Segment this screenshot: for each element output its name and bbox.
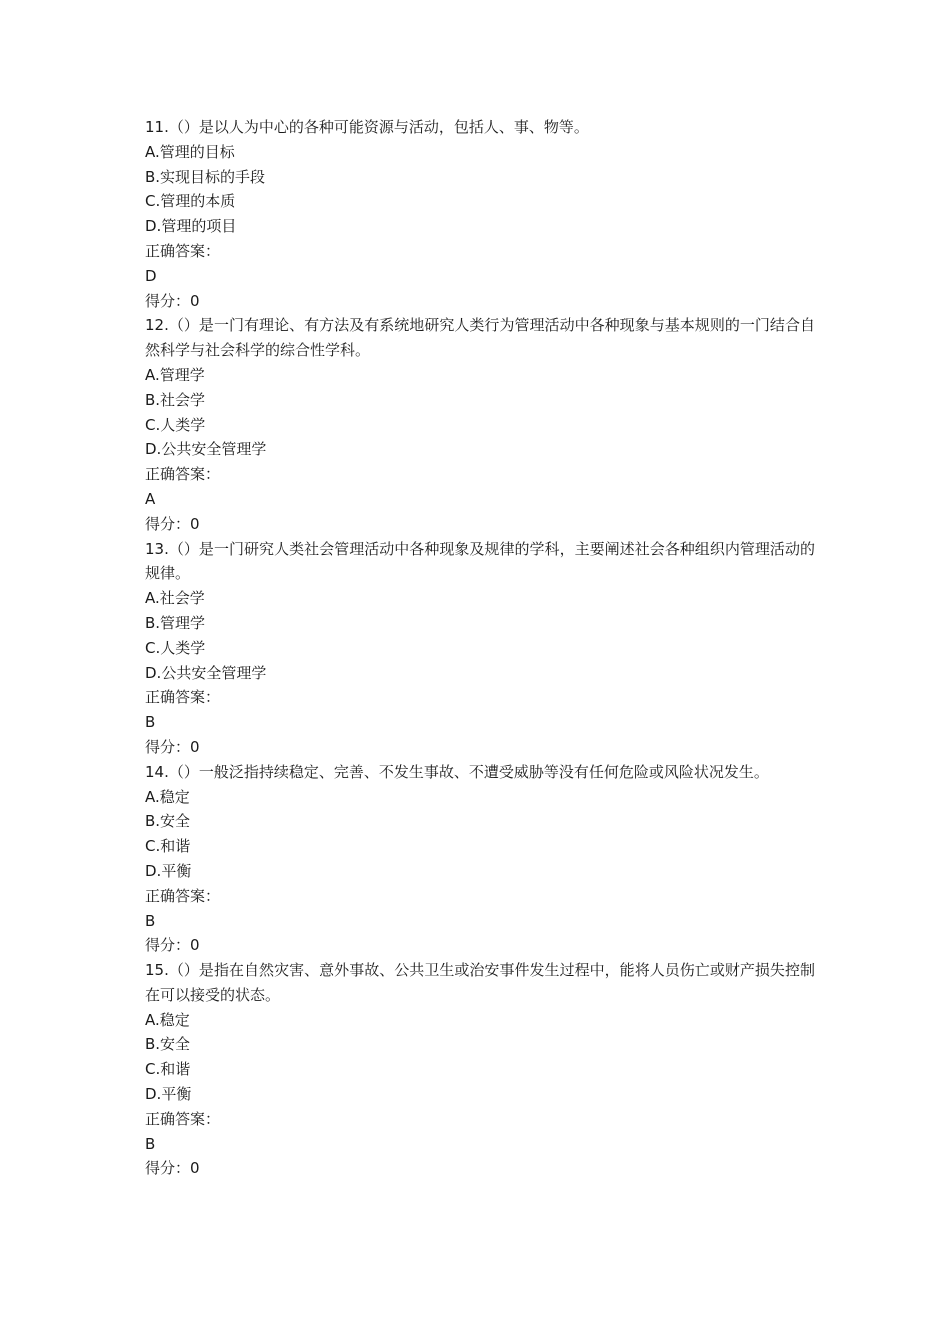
answer-label: 正确答案： (145, 241, 221, 260)
option-c: C.人类学 (145, 415, 206, 434)
option-c: C.人类学 (145, 638, 206, 657)
answer-label: 正确答案： (145, 1109, 221, 1128)
answer-value: B (145, 1134, 156, 1153)
question-stem: 11.（）是以人为中心的各种可能资源与活动，包括人、事、物等。 (145, 118, 589, 136)
answer-label: 正确答案： (145, 465, 221, 484)
question-stem: 14.（）一般泛指持续稳定、完善、不发生事故、不遭受威胁等没有任何危险或风险状况发生。 (145, 762, 769, 781)
answer-value: B (145, 713, 156, 732)
option-b: B.安全 (145, 812, 191, 831)
score: 得分：0 (145, 936, 200, 955)
answer-label: 正确答案： (145, 688, 221, 707)
question-stem: 13.（）是一门研究人类社会管理活动中各种现象及规律的学科，主要阐述社会各种组织内管理活动的规律。 (145, 539, 815, 583)
option-a: A.管理学 (145, 365, 205, 384)
answer-value: A (145, 489, 156, 508)
answer-value: D (145, 266, 157, 285)
option-a: A.管理的目标 (145, 142, 235, 161)
option-c: C.和谐 (145, 1060, 191, 1079)
question-11 (145, 115, 815, 313)
option-a: A.稳定 (145, 1010, 190, 1029)
question-stem: 15.（）是指在自然灾害、意外事故、公共卫生或治安事件发生过程中，能将人员伤亡或财产损失控制在可以接受的状态。 (145, 961, 815, 1004)
option-c: C.管理的本质 (145, 192, 236, 211)
document-page (145, 115, 815, 1181)
answer-value: B (145, 911, 156, 930)
question-12 (145, 313, 815, 536)
option-d: D.公共安全管理学 (145, 440, 267, 459)
question-stem: 12.（）是一门有理论、有方法及有系统地研究人类行为管理活动中各种现象与基本规则的一门结合自然科学与社会科学的综合性学科。 (145, 316, 815, 360)
option-a: A.稳定 (145, 787, 190, 806)
option-b: B.管理学 (145, 613, 206, 632)
score: 得分：0 (145, 514, 200, 533)
option-d: D.平衡 (145, 1085, 192, 1104)
option-b: B.安全 (145, 1035, 191, 1054)
score: 得分：0 (145, 1159, 200, 1178)
option-d: D.公共安全管理学 (145, 663, 267, 682)
option-b: B.社会学 (145, 390, 206, 409)
score: 得分：0 (145, 291, 200, 310)
answer-label: 正确答案： (145, 886, 221, 905)
question-13 (145, 537, 815, 760)
option-d: D.平衡 (145, 861, 192, 880)
score: 得分：0 (145, 737, 200, 756)
option-a: A.社会学 (145, 589, 205, 608)
option-c: C.和谐 (145, 837, 191, 856)
question-14 (145, 760, 815, 958)
option-d: D.管理的项目 (145, 217, 237, 236)
option-b: B.实现目标的手段 (145, 167, 266, 186)
question-15 (145, 958, 815, 1181)
